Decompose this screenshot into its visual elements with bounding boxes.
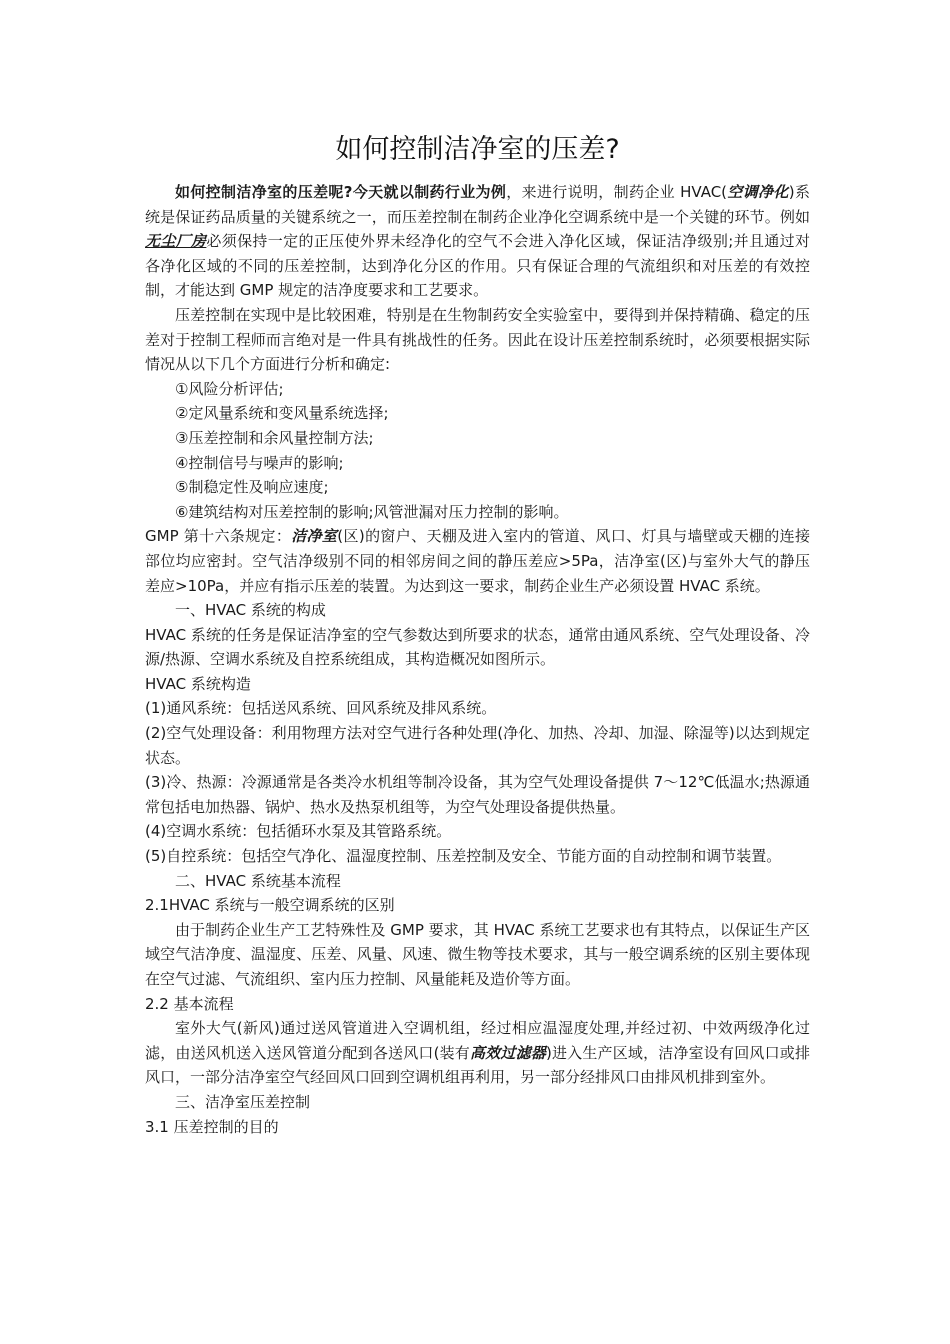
- component-item: (5)自控系统：包括空气净化、温湿度控制、压差控制及安全、节能方面的自动控制和调节装置。: [145, 847, 782, 866]
- list-item: ⑤制稳定性及响应速度;: [175, 478, 329, 497]
- flow-emphasis: 高效过滤器: [470, 1043, 546, 1062]
- component-item: (1)通风系统：包括送风系统、回风系统及排风系统。: [145, 699, 497, 718]
- gmp-text-2: (区)的窗户、天棚及进入室内的管道、风口、灯具与墙壁或天棚的连接部位均应密封。空气洁净级别不同的相邻房间之间的静压差应>5Pa，洁净室(区)与室外大气的静压差应>10Pa，并应有指示压差的装置。为达到这一要求，制药企业生产必须设置 HVAC 系统。: [145, 527, 810, 595]
- section-2-1-text: 由于制药企业生产工艺特殊性及 GMP 要求，其 HVAC 系统工艺要求也有其特点，以保证生产区域空气洁净度、温湿度、压差、风量、风速、微生物等技术要求，其与一般空调系统的区别主要体现在空气过滤、气流组织、室内压力控制、风量能耗及造价等方面。: [145, 920, 810, 988]
- list-item: ②定风量系统和变风量系统选择;: [175, 404, 389, 423]
- intro-text-2: )系统是保证药品质量的关键系统之一，而压差控制在制药企业净化空调系统中是一个关键的环节。例如: [145, 183, 810, 226]
- document-page: [145, 128, 810, 1139]
- section-2-2-text: [145, 1016, 810, 1090]
- intro-emphasis-2: 无尘厂房: [145, 232, 207, 251]
- gmp-emphasis: 洁净室: [291, 527, 338, 546]
- list-item: ⑥建筑结构对压差控制的影响;风管泄漏对压力控制的影响。: [175, 502, 569, 521]
- intro-text-3: 必须保持一定的正压使外界未经净化的空气不会进入净化区域，保证洁净级别;并且通过对各净化区域的不同的压差控制，达到净化分区的作用。只有保证合理的气流组织和对压差的有效控制，才能达到 GMP 规定的洁净度要求和工艺要求。: [145, 232, 810, 300]
- section-2-1-heading: 2.1HVAC 系统与一般空调系统的区别: [145, 896, 395, 915]
- section-3-heading: 三、洁净室压差控制: [175, 1092, 311, 1111]
- paragraph-challenge: 压差控制在实现中是比较困难，特别是在生物制药安全实验室中，要得到并保持精确、稳定的压差对于控制工程师而言绝对是一件具有挑战性的任务。因此在设计压差控制系统时，必须要根据实际情况从以下几个方面进行分析和确定:: [145, 305, 810, 374]
- document-title: 如何控制洁净室的压差?: [335, 134, 620, 165]
- list-item: ④控制信号与噪声的影响;: [175, 453, 344, 472]
- list-item: ③压差控制和余风量控制方法;: [175, 428, 374, 447]
- gmp-text-1: GMP 第十六条规定：: [145, 527, 292, 546]
- component-item: (3)冷、热源：冷源通常是各类冷水机组等制冷设备，其为空气处理设备提供 7～12℃低温水;热源通常包括电加热器、锅炉、热水及热泵机组等，为空气处理设备提供热量。: [145, 773, 810, 816]
- section-1-subheading: HVAC 系统构造: [145, 674, 251, 693]
- gmp-paragraph: [145, 524, 810, 598]
- section-1-text: HVAC 系统的任务是保证洁净室的空气参数达到所要求的状态，通常由通风系统、空气处理设备、冷源/热源、空调水系统及自控系统组成，其构造概况如图所示。: [145, 625, 810, 669]
- component-item: (2)空气处理设备：利用物理方法对空气进行各种处理(净化、加热、冷却、加湿、除湿等)以达到规定状态。: [145, 724, 810, 767]
- section-3-1-heading: 3.1 压差控制的目的: [145, 1117, 279, 1136]
- intro-emphasis-1: 空调净化: [727, 183, 789, 201]
- component-item: (4)空调水系统：包括循环水泵及其管路系统。: [145, 822, 452, 841]
- section-2-2-heading: 2.2 基本流程: [145, 994, 234, 1013]
- section-2-heading: 二、HVAC 系统基本流程: [175, 871, 341, 890]
- intro-text-1: ，来进行说明，制药企业 HVAC(: [506, 183, 728, 201]
- section-1-heading: 一、HVAC 系统的构成: [175, 601, 326, 620]
- list-item: ①风险分析评估;: [175, 379, 284, 398]
- flow-text-1: 室外大气(新风)通过送风管道进入空调机组，经过相应温湿度处理,并经过初、中效两级净化过滤，由送风机送入送风管道分配到各送风口(装有: [145, 1019, 810, 1062]
- intro-lead: 如何控制洁净室的压差呢?今天就以制药行业为例: [175, 183, 507, 201]
- flow-text-2: )进入生产区域，洁净室设有回风口或排风口，一部分洁净室空气经回风口回到空调机组再利用，另一部分经排风口由排风机排到室外。: [145, 1043, 811, 1087]
- intro-paragraph: [145, 180, 810, 303]
